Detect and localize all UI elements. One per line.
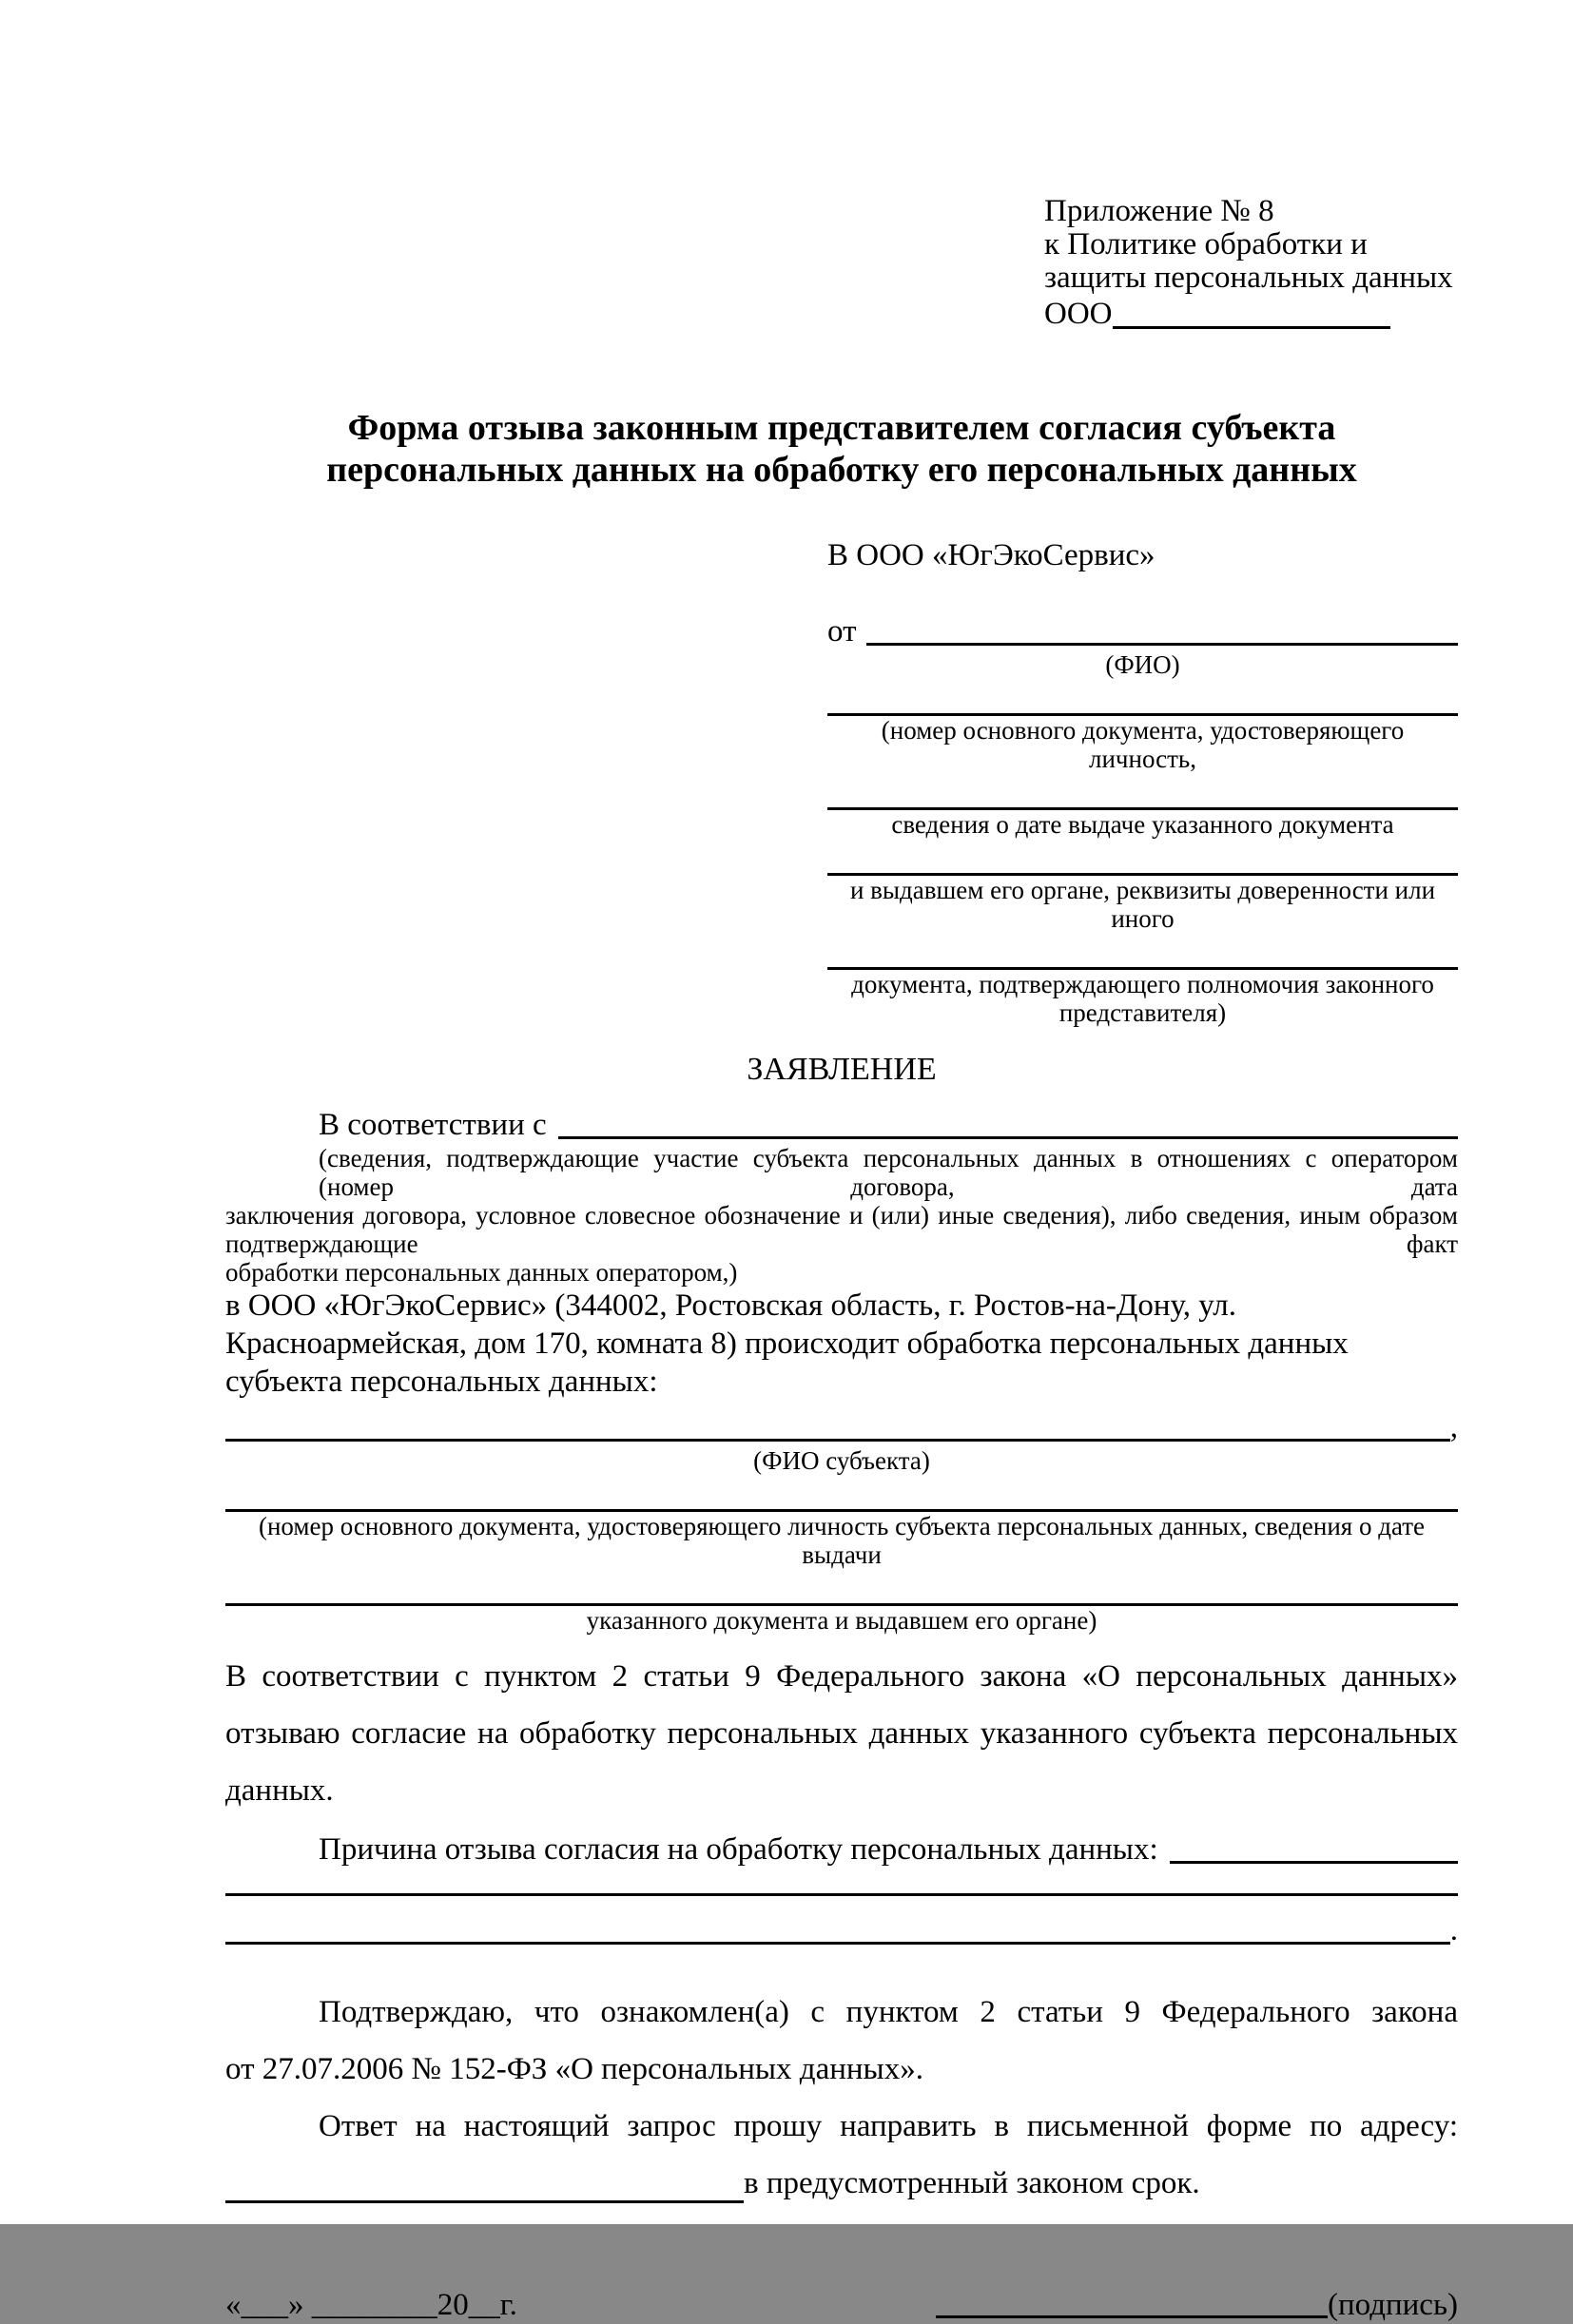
according-row	[225, 1106, 1458, 1144]
blank-line	[225, 1475, 1458, 1512]
reply-paragraph	[225, 2098, 1458, 2212]
fine-print	[225, 1144, 1458, 1287]
trailing-period: .	[1449, 1913, 1458, 1948]
withdrawal-paragraph	[225, 1648, 1458, 1819]
blank-line	[827, 679, 1458, 716]
reply-suffix: в предусмотренный законом срок.	[744, 2166, 1200, 2201]
operator-line: субъекта персональных данных:	[225, 1365, 658, 1400]
document-title: Форма отзыва законным представителем согласия субъекта персональных данных на обработку его персональных данных	[326, 408, 1357, 491]
blank-line	[827, 839, 1458, 876]
reply-line: Ответ на настоящий запрос прошу направить в письменной форме по адресу:	[319, 2109, 1458, 2144]
blank-line-with-period	[225, 1911, 1458, 1949]
confirm-paragraph	[225, 1984, 1458, 2098]
reply-address-row	[225, 2155, 1458, 2212]
footer-row	[225, 2286, 1458, 2324]
blank-line	[827, 933, 1458, 970]
annex-block	[1044, 195, 1458, 331]
trailing-comma: ,	[1449, 1410, 1458, 1445]
blank-line	[225, 1569, 1458, 1606]
withdrawal-line: данных.	[225, 1773, 334, 1809]
doc-caption-4: документа, подтверждающего полномочия законного представителя)	[851, 970, 1434, 1028]
blank-line	[225, 1869, 1458, 1896]
from-label: от	[827, 614, 857, 649]
from-blank-line	[866, 612, 1459, 646]
blank-line	[225, 1911, 1450, 1945]
withdrawal-line: В соответствии с пунктом 2 статьи 9 Федерального закона «О персональных данных»	[225, 1659, 1458, 1695]
annex-line: защиты персональных данных	[1044, 261, 1453, 295]
doc-caption-3: и выдавшем его органе, реквизиты доверенности или иного	[849, 876, 1436, 934]
according-blank-line	[558, 1106, 1458, 1139]
subject-fio-blank-line	[225, 1408, 1450, 1442]
statement-heading: ЗАЯВЛЕНИЕ	[747, 1052, 937, 1088]
address-blank-line	[225, 2155, 744, 2203]
reason-prefix: Причина отзыва согласия на обработку персональных данных:	[319, 1832, 1158, 1868]
annex-line: Приложение № 8	[1044, 194, 1274, 228]
fio-caption: (ФИО)	[1105, 650, 1180, 680]
reason-row	[225, 1830, 1458, 1869]
addressee-block	[827, 536, 1458, 1027]
operator-paragraph	[225, 1287, 1458, 1401]
confirm-line: от 27.07.2006 № 152-ФЗ «О персональных данных».	[225, 2052, 923, 2087]
doc-caption-2: сведения о дате выдаче указанного документа	[891, 810, 1394, 840]
annex-line: к Политике обработки и	[1044, 227, 1368, 261]
subject-fio-caption: (ФИО субъекта)	[753, 1446, 930, 1476]
operator-line: Красноармейская, дом 170, комната 8) происходит обработка персональных данных	[225, 1327, 1349, 1362]
fine-print-line: (сведения, подтверждающие участие субъекта персональных данных в отношениях с оператором (номер договора, дата	[319, 1144, 1458, 1202]
addressee-to: В ООО «ЮгЭкоСервис»	[827, 538, 1155, 573]
blank-line	[827, 773, 1458, 810]
signature-blank-line	[936, 2286, 1328, 2318]
date-line: «___» ________20__г.	[225, 2288, 517, 2323]
withdrawal-line: отзываю согласие на обработку персональных данных указанного субъекта персональных	[225, 1716, 1458, 1752]
ooo-label: ООО	[1044, 297, 1113, 332]
doc-caption-1: (номер основного документа, удостоверяющего личность,	[881, 716, 1405, 774]
signature-caption: (подпись)	[1328, 2288, 1458, 2323]
subject-doc-caption-1: (номер основного документа, удостоверяющего личность субъекта персональных данных, сведения о дате выдачи	[258, 1512, 1426, 1570]
subject-fio-row	[225, 1408, 1458, 1446]
operator-line: в ООО «ЮгЭкоСервис» (344002, Ростовская область, г. Ростов-на-Дону, ул.	[225, 1288, 1236, 1324]
confirm-line: Подтверждаю, что ознакомлен(а) с пунктом 2 статьи 9 Федерального закона	[319, 1995, 1458, 2030]
from-row	[827, 612, 1458, 650]
annex-ooo-line	[1044, 295, 1458, 331]
subject-doc-caption-2: указанного документа и выдавшем его органе)	[586, 1606, 1097, 1636]
according-prefix: В соответствии с	[319, 1108, 547, 1143]
signature-group	[936, 2286, 1458, 2324]
reason-blank-line	[1170, 1830, 1458, 1864]
fine-print-line: заключения договора, условное словесное обозначение и (или) иные сведения), либо сведения, иным образом подтверждающие факт	[225, 1201, 1458, 1259]
fine-print-line: обработки персональных данных оператором,)	[225, 1258, 738, 1288]
ooo-blank-line	[1113, 295, 1390, 329]
